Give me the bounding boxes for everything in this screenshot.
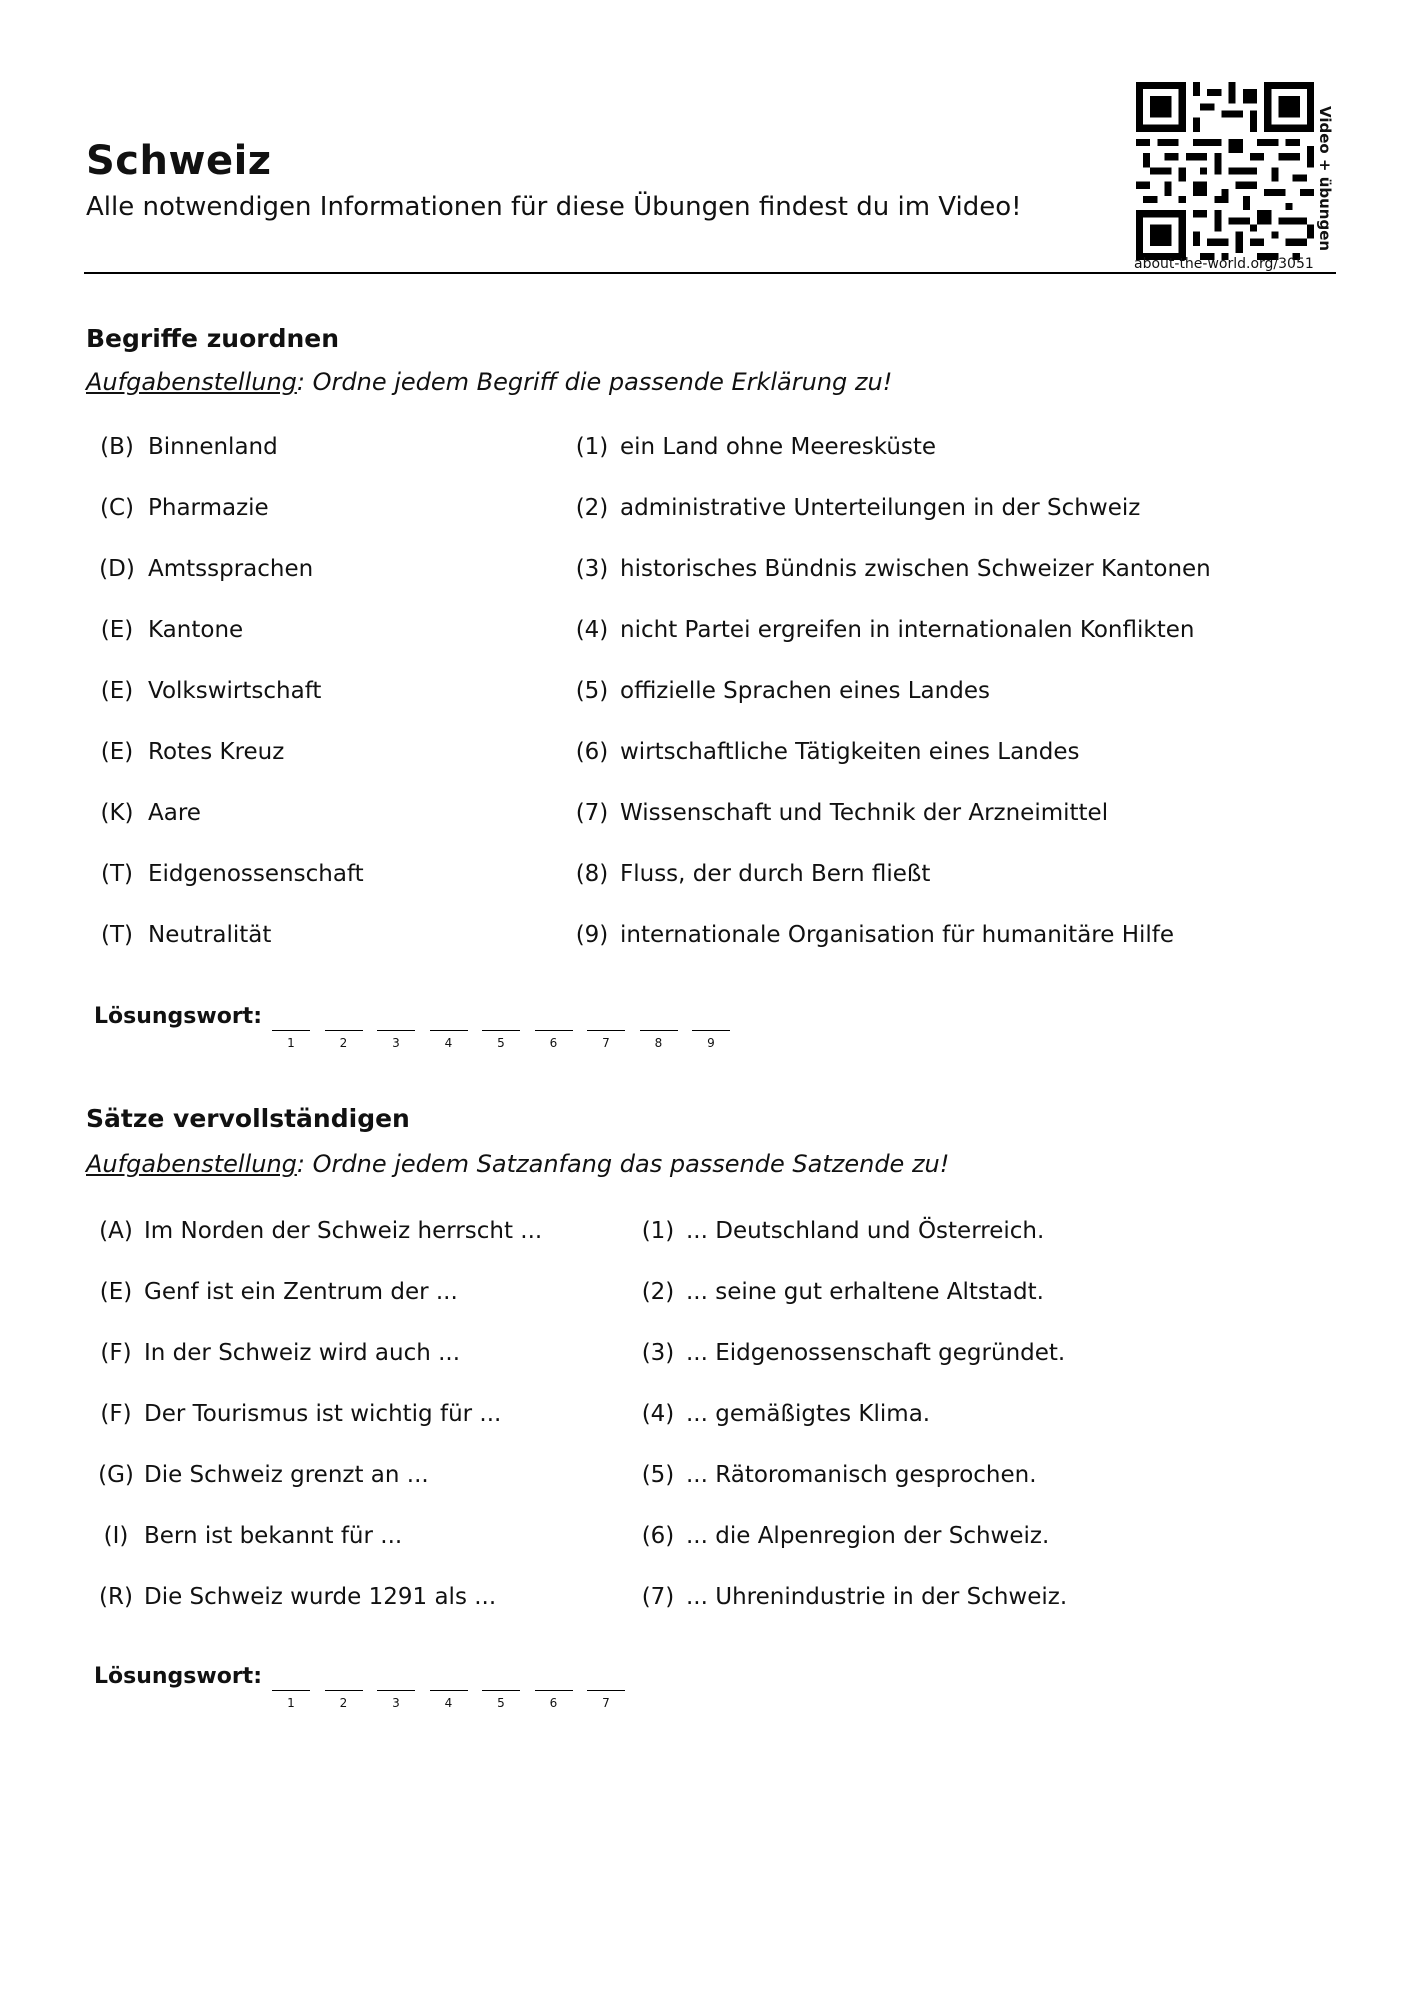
solution-blank-number: 7	[602, 1036, 610, 1050]
solution-blank[interactable]	[640, 1030, 678, 1031]
qr-side-label: Video + übungen	[1316, 106, 1334, 252]
term-item-key: (T)	[101, 922, 133, 948]
sentence-start-text: Im Norden der Schweiz herrscht ...	[144, 1218, 543, 1244]
sentence-ending	[640, 1401, 930, 1427]
term-item-text: Binnenland	[148, 434, 278, 460]
term-item-text: Aare	[148, 800, 201, 826]
section2-task-prefix: Aufgabenstellung	[86, 1150, 297, 1178]
solution-blank[interactable]	[325, 1030, 363, 1031]
solution-blank[interactable]	[535, 1030, 573, 1031]
solution-blank-number: 2	[339, 1696, 348, 1710]
sentence-ending	[640, 1584, 1067, 1610]
sentence-start-key: (I)	[103, 1523, 129, 1549]
term-item	[96, 495, 269, 521]
definition-item-text: administrative Unterteilungen in der Schweiz	[620, 495, 1141, 521]
definition-item-text: wirtschaftliche Tätigkeiten eines Landes	[620, 739, 1080, 765]
section1-heading: Begriffe zuordnen	[86, 324, 340, 353]
sentence-ending-text: ... gemäßigtes Klima.	[686, 1401, 931, 1427]
sentence-start-text: In der Schweiz wird auch ...	[144, 1340, 461, 1366]
definition-item-key: (5)	[575, 678, 609, 704]
solution-blank-number: 3	[392, 1696, 400, 1710]
term-item-text: Rotes Kreuz	[148, 739, 285, 765]
term-item	[96, 922, 271, 948]
solution-blank-number: 6	[549, 1036, 558, 1050]
solution-blank[interactable]	[430, 1690, 468, 1691]
sentence-start	[96, 1523, 402, 1549]
sentence-start-text: Der Tourismus ist wichtig für ...	[144, 1401, 502, 1427]
definition-item-key: (3)	[575, 556, 609, 582]
definition-item-key: (8)	[575, 861, 609, 887]
definition-item-key: (6)	[575, 739, 609, 765]
sentence-ending-key: (2)	[641, 1279, 675, 1305]
term-item	[96, 434, 278, 460]
sentence-start-key: (A)	[99, 1218, 133, 1244]
definition-item-text: nicht Partei ergreifen in internationalen Konflikten	[620, 617, 1195, 643]
definition-item	[574, 678, 990, 704]
solution-blank[interactable]	[377, 1690, 415, 1691]
term-item-key: (C)	[99, 495, 134, 521]
sentence-ending-key: (7)	[641, 1584, 675, 1610]
definition-item-text: Wissenschaft und Technik der Arzneimittel	[620, 800, 1109, 826]
solution-blank-number: 8	[654, 1036, 663, 1050]
sentence-start-key: (E)	[99, 1279, 133, 1305]
term-item-text: Neutralität	[148, 922, 272, 948]
solution-blank[interactable]	[692, 1030, 730, 1031]
definition-item-text: historisches Bündnis zwischen Schweizer Kantonen	[620, 556, 1211, 582]
sentence-start-key: (F)	[100, 1340, 132, 1366]
definition-item-key: (7)	[575, 800, 609, 826]
solution-blank[interactable]	[482, 1690, 520, 1691]
page-subtitle: Alle notwendigen Informationen für diese Übungen findest du im Video!	[86, 192, 1022, 222]
term-item	[96, 800, 201, 826]
solution-blank[interactable]	[482, 1030, 520, 1031]
solution-blank-number: 5	[497, 1036, 505, 1050]
term-item-key: (B)	[100, 434, 134, 460]
term-item-key: (T)	[101, 861, 133, 887]
section1-task-prefix: Aufgabenstellung	[86, 368, 297, 396]
term-item-key: (D)	[99, 556, 135, 582]
solution-blank[interactable]	[587, 1690, 625, 1691]
section1-task	[86, 368, 892, 396]
term-item	[96, 739, 284, 765]
solution-blank[interactable]	[377, 1030, 415, 1031]
definition-item	[574, 495, 1140, 521]
sentence-ending-text: ... Deutschland und Österreich.	[686, 1218, 1045, 1244]
sentence-start	[96, 1584, 496, 1610]
sentence-ending	[640, 1523, 1049, 1549]
definition-item-key: (1)	[575, 434, 609, 460]
section2-solution-label: Lösungswort:	[94, 1664, 262, 1689]
term-item-key: (E)	[100, 617, 134, 643]
section2-task-text: : Ordne jedem Satzanfang das passende Satzende zu!	[296, 1150, 950, 1178]
term-item-text: Volkswirtschaft	[148, 678, 322, 704]
section2-heading: Sätze vervollständigen	[86, 1104, 410, 1133]
definition-item	[574, 617, 1194, 643]
definition-item	[574, 556, 1211, 582]
sentence-ending-text: ... Rätoromanisch gesprochen.	[686, 1462, 1037, 1488]
sentence-start	[96, 1462, 429, 1488]
solution-blank-number: 5	[497, 1696, 505, 1710]
definition-item-text: offizielle Sprachen eines Landes	[620, 678, 990, 704]
term-item	[96, 861, 364, 887]
term-item	[96, 556, 313, 582]
solution-blank[interactable]	[272, 1030, 310, 1031]
sentence-ending-text: ... Uhrenindustrie in der Schweiz.	[686, 1584, 1068, 1610]
sentence-start-text: Die Schweiz wurde 1291 als ...	[144, 1584, 497, 1610]
sentence-ending-key: (3)	[641, 1340, 675, 1366]
definition-item-key: (4)	[575, 617, 609, 643]
qr-url: about-the-world.org/3051	[1134, 256, 1314, 272]
solution-blank[interactable]	[325, 1690, 363, 1691]
definition-item-text: Fluss, der durch Bern fließt	[620, 861, 931, 887]
sentence-ending-key: (4)	[641, 1401, 675, 1427]
sentence-start	[96, 1218, 542, 1244]
definition-item	[574, 800, 1108, 826]
definition-item	[574, 739, 1080, 765]
term-item-text: Kantone	[148, 617, 244, 643]
solution-blank[interactable]	[587, 1030, 625, 1031]
solution-blank-number: 9	[707, 1036, 715, 1050]
sentence-ending-text: ... seine gut erhaltene Altstadt.	[686, 1279, 1044, 1305]
term-item	[96, 678, 321, 704]
section1-solution-label: Lösungswort:	[94, 1004, 262, 1029]
sentence-start-key: (F)	[100, 1401, 132, 1427]
definition-item-text: ein Land ohne Meeresküste	[620, 434, 937, 460]
definition-item-key: (2)	[575, 495, 609, 521]
page-title: Schweiz	[86, 138, 272, 184]
sentence-start-text: Die Schweiz grenzt an ...	[144, 1462, 429, 1488]
definition-item	[574, 434, 936, 460]
definition-item-key: (9)	[575, 922, 609, 948]
term-item-key: (E)	[100, 678, 134, 704]
sentence-ending	[640, 1462, 1037, 1488]
sentence-start-key: (G)	[98, 1462, 134, 1488]
sentence-start	[96, 1279, 458, 1305]
term-item-text: Eidgenossenschaft	[148, 861, 364, 887]
sentence-ending	[640, 1279, 1044, 1305]
sentence-ending-text: ... die Alpenregion der Schweiz.	[686, 1523, 1050, 1549]
solution-blank-number: 1	[287, 1696, 295, 1710]
solution-blank-number: 3	[392, 1036, 400, 1050]
definition-item-text: internationale Organisation für humanitäre Hilfe	[620, 922, 1175, 948]
header-divider	[84, 272, 1336, 274]
solution-blank-number: 7	[602, 1696, 610, 1710]
sentence-ending-key: (1)	[641, 1218, 675, 1244]
sentence-ending	[640, 1218, 1044, 1244]
qr-code-icon[interactable]	[1136, 82, 1314, 260]
term-item-text: Pharmazie	[148, 495, 269, 521]
sentence-start	[96, 1401, 501, 1427]
term-item-key: (K)	[100, 800, 134, 826]
solution-blank[interactable]	[272, 1690, 310, 1691]
sentence-ending	[640, 1340, 1065, 1366]
solution-blank-number: 6	[549, 1696, 558, 1710]
solution-blank-number: 1	[287, 1036, 295, 1050]
section1-task-text: : Ordne jedem Begriff die passende Erklärung zu!	[296, 368, 893, 396]
solution-blank-number: 4	[444, 1696, 453, 1710]
sentence-start	[96, 1340, 460, 1366]
term-item-key: (E)	[100, 739, 134, 765]
definition-item	[574, 861, 930, 887]
term-item	[96, 617, 243, 643]
sentence-ending-key: (6)	[641, 1523, 675, 1549]
solution-blank[interactable]	[535, 1690, 573, 1691]
sentence-start-key: (R)	[99, 1584, 133, 1610]
definition-item	[574, 922, 1174, 948]
solution-blank[interactable]	[430, 1030, 468, 1031]
term-item-text: Amtssprachen	[148, 556, 314, 582]
sentence-start-text: Genf ist ein Zentrum der ...	[144, 1279, 458, 1305]
sentence-start-text: Bern ist bekannt für ...	[144, 1523, 403, 1549]
section2-task	[86, 1150, 949, 1178]
sentence-ending-text: ... Eidgenossenschaft gegründet.	[686, 1340, 1066, 1366]
solution-blank-number: 4	[444, 1036, 453, 1050]
sentence-ending-key: (5)	[641, 1462, 675, 1488]
solution-blank-number: 2	[339, 1036, 348, 1050]
